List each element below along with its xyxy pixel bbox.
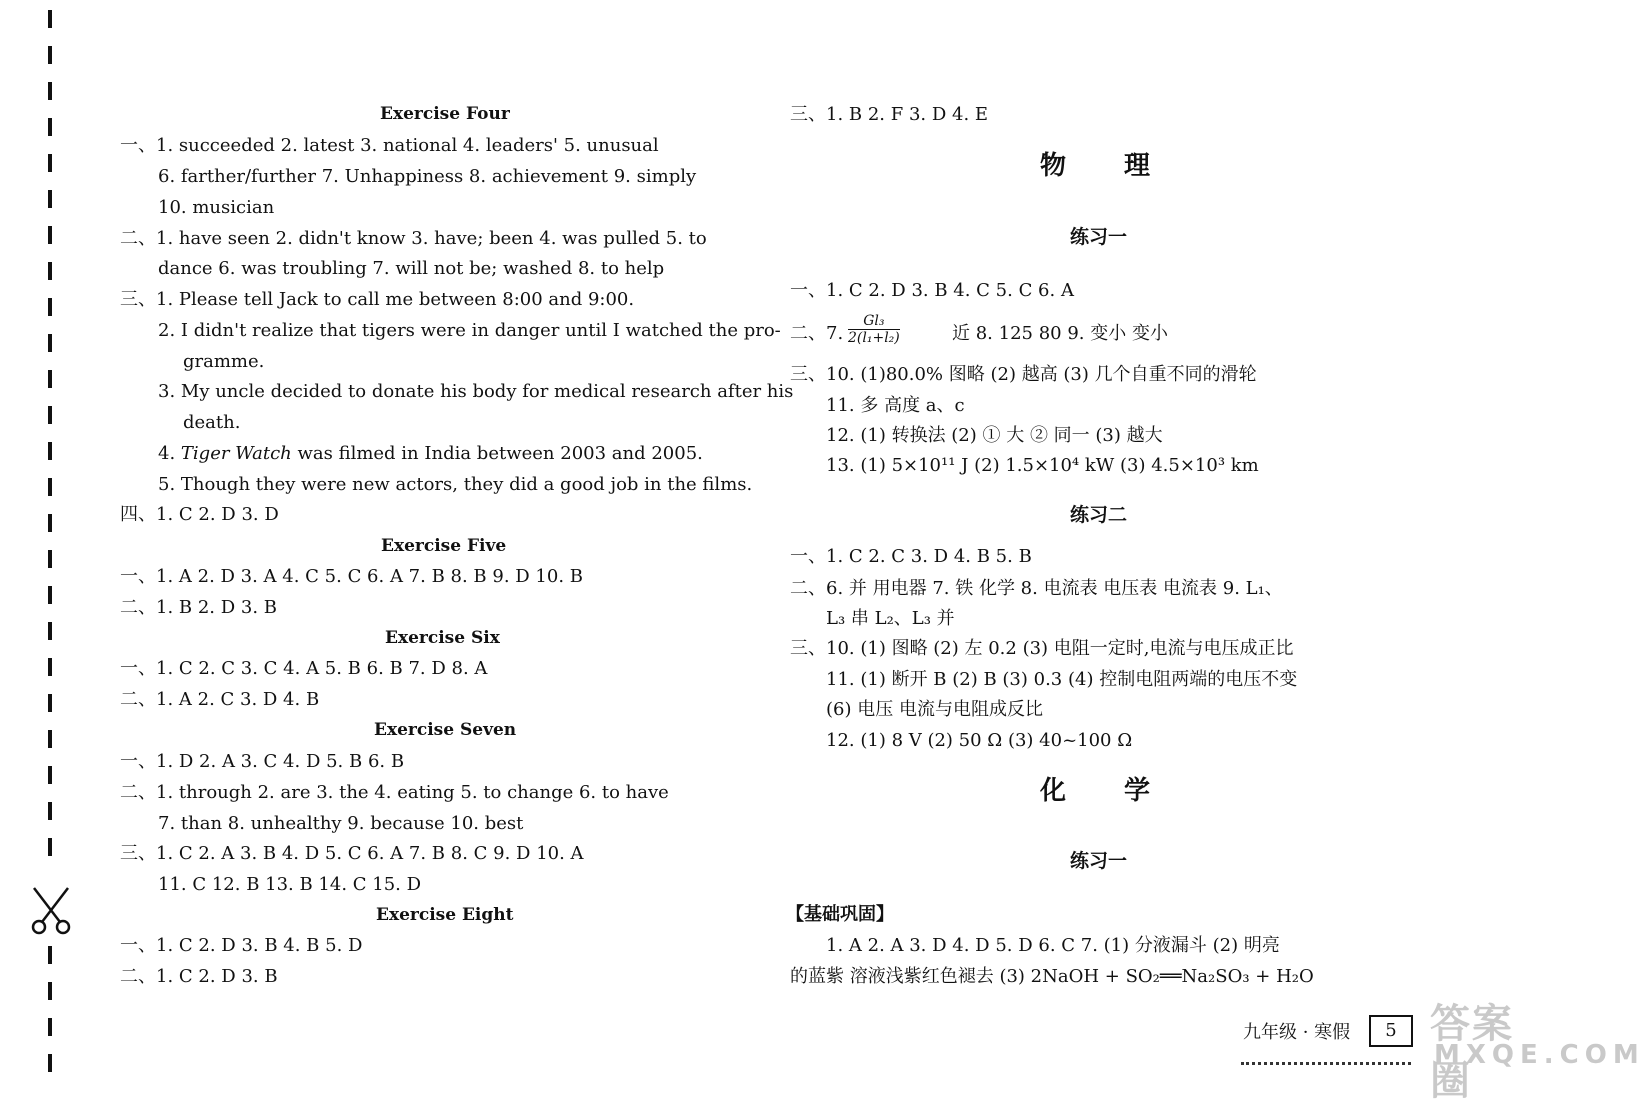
answer-line: gramme. bbox=[183, 351, 265, 372]
answer-line: 1. A 2. A 3. D 4. D 5. D 6. C 7. (1) 分液漏斗 (2) 明亮 bbox=[826, 935, 1280, 956]
answer-line: 的蓝紫 溶液浅紫红色褪去 (3) 2NaOH + SO₂══Na₂SO₃ + H₂O bbox=[790, 966, 1314, 987]
footer-dots bbox=[1241, 1062, 1411, 1065]
exercise-four-title: Exercise Four bbox=[380, 104, 510, 124]
answer-line: 二、1. through 2. are 3. the 4. eating 5. to change 6. to have bbox=[120, 782, 669, 803]
answer-line: dance 6. was troubling 7. will not be; washed 8. to help bbox=[158, 258, 665, 279]
physics-ex1-title: 练习一 bbox=[1070, 226, 1128, 248]
answer-line: 近 8. 125 80 9. 变小 变小 bbox=[952, 323, 1168, 344]
answer-line: 13. (1) 5×10¹¹ J (2) 1.5×10⁴ kW (3) 4.5×10³ km bbox=[826, 455, 1259, 476]
answer-line: 二、7. bbox=[790, 323, 844, 344]
answer-line: 二、1. A 2. C 3. D 4. B bbox=[120, 689, 320, 710]
answer-line: 4. Tiger Watch was filmed in India between 2003 and 2005. bbox=[158, 443, 703, 464]
answer-line: 2. I didn't realize that tigers were in danger until I watched the pro- bbox=[158, 320, 781, 341]
answer-line: 三、10. (1) 图略 (2) 左 0.2 (3) 电阻一定时,电流与电压成正比 bbox=[790, 638, 1294, 659]
chemistry-ex1-title: 练习一 bbox=[1070, 850, 1128, 872]
exercise-six-title: Exercise Six bbox=[385, 628, 500, 648]
scissors-icon bbox=[28, 886, 74, 936]
answer-line: 11. 多 高度 a、c bbox=[826, 395, 965, 416]
answer-line: 一、1. succeeded 2. latest 3. national 4. leaders' 5. unusual bbox=[120, 135, 659, 156]
answer-line: 三、1. C 2. A 3. B 4. D 5. C 6. A 7. B 8. C 9. D 10. A bbox=[120, 843, 584, 864]
answer-line: 四、1. C 2. D 3. D bbox=[120, 504, 279, 525]
answer-line: 12. (1) 转换法 (2) ① 大 ② 同一 (3) 越大 bbox=[826, 425, 1163, 446]
watermark-top: 答案圈 bbox=[1430, 1001, 1514, 1104]
answer-line: death. bbox=[183, 412, 241, 433]
answer-line: 3. My uncle decided to donate his body for medical research after his bbox=[158, 381, 794, 402]
answer-line: 12. (1) 8 V (2) 50 Ω (3) 40~100 Ω bbox=[826, 730, 1133, 751]
answer-line: 三、1. B 2. F 3. D 4. E bbox=[790, 104, 989, 125]
watermark-bottom: MXQE.COM bbox=[1434, 1040, 1645, 1070]
answer-line: 5. Though they were new actors, they did a good job in the films. bbox=[158, 474, 753, 495]
answer-line: 三、10. (1)80.0% 图略 (2) 越高 (3) 几个自重不同的滑轮 bbox=[790, 364, 1257, 385]
answer-line: 二、1. have seen 2. didn't know 3. have; been 4. was pulled 5. to bbox=[120, 228, 707, 249]
physics-ex2-title: 练习二 bbox=[1070, 504, 1128, 526]
answer-line: 二、6. 并 用电器 7. 铁 化学 8. 电流表 电压表 电流表 9. L₁、 bbox=[790, 578, 1283, 599]
grade-label: 九年级 · 寒假 bbox=[1243, 1022, 1351, 1043]
formula-fraction: $\frac{\text{Gl₃}}{\text{2(l₁+l₂)}}$ bbox=[848, 313, 900, 346]
answer-line: 6. farther/further 7. Unhappiness 8. achievement 9. simply bbox=[158, 166, 697, 187]
answer-line: 三、1. Please tell Jack to call me between 8:00 and 9:00. bbox=[120, 289, 635, 310]
answer-line: 10. musician bbox=[158, 197, 275, 218]
answer-line: 一、1. C 2. D 3. B 4. C 5. C 6. A bbox=[790, 280, 1074, 301]
exercise-seven-title: Exercise Seven bbox=[374, 720, 517, 740]
exercise-five-title: Exercise Five bbox=[381, 536, 507, 556]
section-heading: 【基础巩固】 bbox=[786, 904, 894, 925]
answer-line: (6) 电压 电流与电阻成反比 bbox=[826, 699, 1043, 720]
answer-line: 一、1. D 2. A 3. C 4. D 5. B 6. B bbox=[120, 751, 405, 772]
answer-line: 一、1. C 2. D 3. B 4. B 5. D bbox=[120, 935, 363, 956]
answer-line: 11. C 12. B 13. B 14. C 15. D bbox=[158, 874, 422, 895]
answer-line: 一、1. C 2. C 3. C 4. A 5. B 6. B 7. D 8. A bbox=[120, 658, 488, 679]
physics-title: 物理 bbox=[1040, 151, 1209, 181]
answer-line: 11. (1) 断开 B (2) B (3) 0.3 (4) 控制电阻两端的电压不变 bbox=[826, 669, 1298, 690]
answer-line: 二、1. C 2. D 3. B bbox=[120, 966, 278, 987]
answer-line: 一、1. A 2. D 3. A 4. C 5. C 6. A 7. B 8. B 9. D 10. B bbox=[120, 566, 583, 587]
exercise-eight-title: Exercise Eight bbox=[376, 905, 514, 925]
answer-line: L₃ 串 L₂、L₃ 并 bbox=[826, 608, 955, 629]
chemistry-title: 化学 bbox=[1040, 776, 1209, 806]
answer-line: 7. than 8. unhealthy 9. because 10. best bbox=[158, 813, 524, 834]
italic-title: Tiger Watch bbox=[180, 443, 292, 464]
answer-line: 一、1. C 2. C 3. D 4. B 5. B bbox=[790, 546, 1032, 567]
page-number: 5 bbox=[1369, 1015, 1413, 1047]
answer-line: 二、1. B 2. D 3. B bbox=[120, 597, 278, 618]
